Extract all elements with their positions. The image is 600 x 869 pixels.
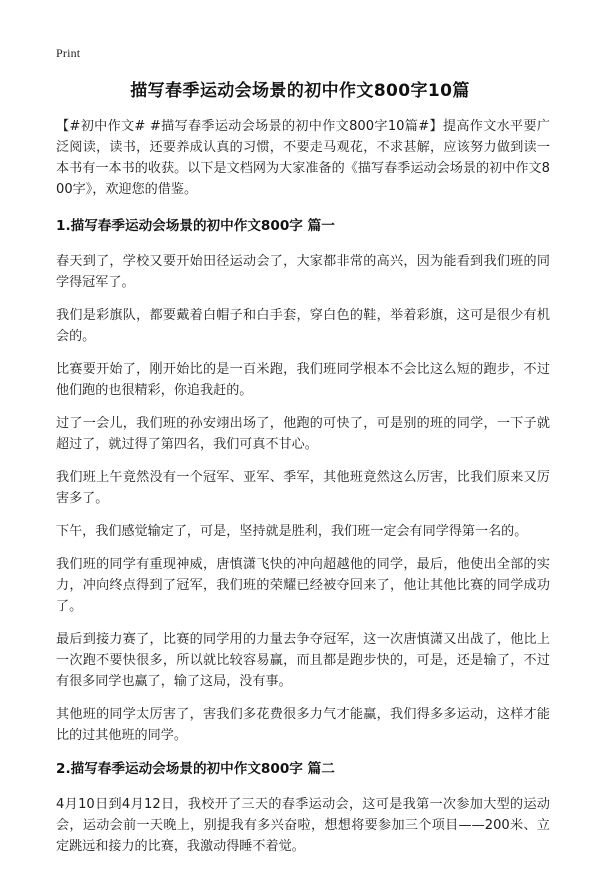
paragraph: 我们是彩旗队，都要戴着白帽子和白手套，穿白色的鞋，举着彩旗，这可是很少有机会的。 — [56, 308, 550, 344]
paragraph: 比赛要开始了，刚开始比的是一百米跑，我们班同学根本不会比这么短的跑步，不过他们跑的也很精彩，你追我赶的。 — [56, 362, 550, 398]
intro-paragraph: 【#初中作文# #描写春季运动会场景的初中作文800字10篇#】提高作文水平要广泛阅读，读书，还要养成认真的习惯，不要走马观花，不求甚解，应该努力做到读一本书有一本书的收获。以下是文档网为大家准备的《描写春季运动会场景的初中作文800字》，欢迎您的借鉴。 — [56, 119, 550, 197]
print-label: Print — [56, 46, 81, 60]
document-body — [56, 116, 550, 869]
paragraph: 我们班的同学有重现神威，唐慎潇飞快的冲向超越他的同学，最后，他使出全部的实力，冲向终点得到了冠军，我们班的荣耀已经被夺回来了，他让其他比赛的同学成功了。 — [56, 557, 550, 614]
paragraph: 春天到了，学校又要开始田径运动会了，大家都非常的高兴，因为能看到我们班的同学得冠军了。 — [56, 254, 550, 290]
paragraph: 我们班上午竟然没有一个冠军、亚军、季军，其他班竟然这么厉害，比我们原来又厉害多了。 — [56, 470, 550, 506]
paragraph: 其他班的同学太厉害了，害我们多花费很多力气才能赢，我们得多多运动，这样才能比的过其他班的同学。 — [56, 707, 550, 743]
paragraph: 下午，我们感觉输定了，可是，坚持就是胜利，我们班一定会有同学得第一名的。 — [56, 524, 528, 539]
document-title: 描写春季运动会场景的初中作文800字10篇 — [130, 81, 470, 101]
section-heading-2: 2.描写春季运动会场景的初中作文800字 篇二 — [56, 761, 335, 777]
section-heading-1: 1.描写春季运动会场景的初中作文800字 篇一 — [56, 218, 335, 234]
paragraph: 过了一会儿，我们班的孙安翊出场了，他跑的可快了，可是别的班的同学，一下子就超过了，就过得了第四名，我们可真不甘心。 — [56, 416, 550, 452]
paragraph: 4月10日到4月12日，我校开了三天的春季运动会，这可是我第一次参加大型的运动会，运动会前一天晚上，别提我有多兴奋啦，想想将要参加三个项目——200米、立定跳远和接力的比赛，我激动得睡不着觉。 — [56, 797, 550, 854]
paragraph: 最后到接力赛了，比赛的同学用的力量去争夺冠军，这一次唐慎潇又出战了，他比上一次跑不要快很多，所以就比较容易赢，而且都是跑步快的，可是，还是输了，不过有很多同学也赢了，输了这局，没有事。 — [56, 632, 550, 689]
